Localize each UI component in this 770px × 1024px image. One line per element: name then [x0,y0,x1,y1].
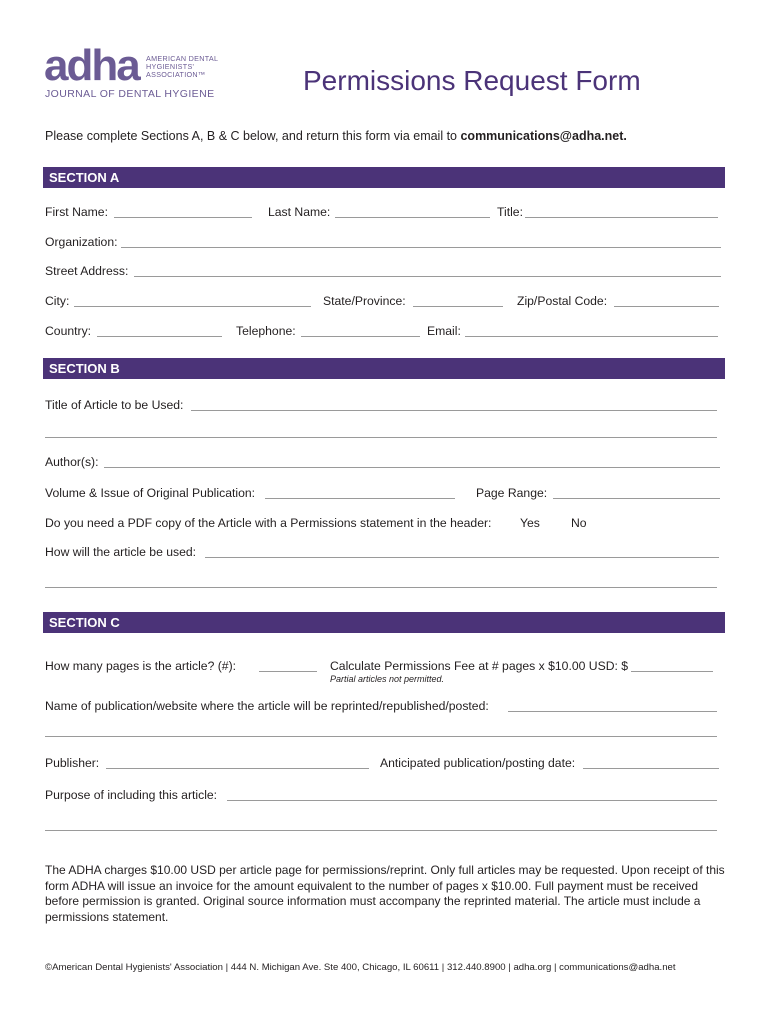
last-name-field[interactable] [335,207,490,218]
footer-contact: ©American Dental Hygienists' Association | 444 N. Michigan Ave. Ste 400, Chicago, IL 60611 | 312.440.8900 | adha.org | communications@adha.net [45,962,676,973]
form-title: Permissions Request Form [303,65,641,96]
state-label: State/Province: [323,294,406,308]
volume-issue-field[interactable] [265,488,455,499]
email-field[interactable] [465,326,718,337]
organization-field[interactable] [121,237,721,248]
article-title-field-line-2[interactable] [45,427,717,438]
zip-label: Zip/Postal Code: [517,294,608,308]
pdf-question-label: Do you need a PDF copy of the Article with a Permissions statement in the header: [45,516,492,530]
publisher-label: Publisher: [45,756,100,770]
usage-label: How will the article be used: [45,545,197,559]
pdf-no-option[interactable]: No [571,516,587,530]
zip-field[interactable] [614,296,719,307]
state-field[interactable] [413,296,503,307]
publication-date-label: Anticipated publication/posting date: [380,756,576,770]
authors-field[interactable] [104,457,720,468]
partial-articles-note: Partial articles not permitted. [330,674,445,684]
page-range-label: Page Range: [476,486,548,500]
city-label: City: [45,294,70,308]
section-c-header: SECTION C [43,612,725,633]
section-b-header: SECTION B [43,358,725,379]
last-name-label: Last Name: [268,205,331,219]
intro-text: Please complete Sections A, B & C below, and return this form via email to communications@adha.net. [45,129,627,143]
article-title-label: Title of Article to be Used: [45,398,184,412]
street-address-label: Street Address: [45,264,129,278]
first-name-field[interactable] [114,207,252,218]
usage-field-line-2[interactable] [45,577,717,588]
country-label: Country: [45,324,92,338]
purpose-field[interactable] [227,790,717,801]
city-field[interactable] [74,296,311,307]
pages-count-label: How many pages is the article? (#): [45,659,237,673]
page-range-field[interactable] [553,488,720,499]
logo-journal-name: JOURNAL OF DENTAL HYGIENE [45,88,215,100]
contact-email-link[interactable]: communications@adha.net. [460,129,627,143]
publication-name-field[interactable] [508,701,717,712]
fee-label: Calculate Permissions Fee at # pages x $10.00 USD: $ [330,659,629,673]
title-field[interactable] [525,207,718,218]
pdf-yes-option[interactable]: Yes [520,516,540,530]
logo-organization-name: AMERICAN DENTAL HYGIENISTS' ASSOCIATION™ [146,54,218,80]
purpose-field-line-2[interactable] [45,820,717,831]
purpose-label: Purpose of including this article: [45,788,218,802]
fee-field[interactable] [631,661,713,672]
telephone-label: Telephone: [236,324,296,338]
usage-field[interactable] [205,547,719,558]
email-label: Email: [427,324,461,338]
street-address-field[interactable] [134,266,721,277]
adha-logo: adha [44,41,139,90]
organization-label: Organization: [45,235,118,249]
title-label: Title: [497,205,523,219]
section-a-header: SECTION A [43,167,725,188]
volume-issue-label: Volume & Issue of Original Publication: [45,486,256,500]
telephone-field[interactable] [301,326,420,337]
publication-date-field[interactable] [583,758,719,769]
publication-name-label: Name of publication/website where the article will be reprinted/republished/posted: [45,699,489,713]
authors-label: Author(s): [45,455,99,469]
article-title-field[interactable] [191,400,717,411]
publication-name-field-line-2[interactable] [45,726,717,737]
country-field[interactable] [97,326,222,337]
pages-count-field[interactable] [259,661,317,672]
publisher-field[interactable] [106,758,369,769]
first-name-label: First Name: [45,205,108,219]
policy-paragraph: The ADHA charges $10.00 USD per article page for permissions/reprint. Only full articles may be requested. Upon receipt of this form ADHA will issue an invoice for the amount equivalent to the number of pages x $10.00. Full payment must be received before permission is granted. Original source information must accompany the reprinted material. The article must include a permissions statement. [45,863,725,924]
